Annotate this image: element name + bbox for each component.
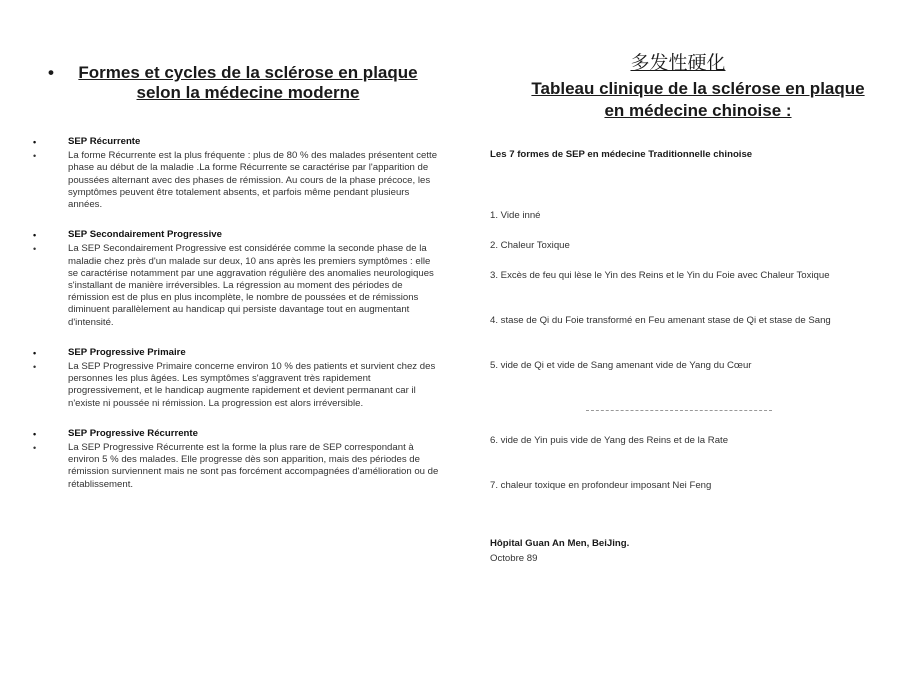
date-text: Octobre 89 [490,553,538,564]
section-recurrente [33,136,443,211]
bullet-icon: • [33,362,37,373]
list-item: 6. vide de Yin puis vide de Yang des Reins et de la Rate [490,435,729,446]
dashed-divider [586,410,772,411]
section-progressive-primaire [33,347,443,410]
list-item: 7. chaleur toxique en profondeur imposant Nei Feng [490,480,712,491]
left-title-line2: selon la médecine moderne [136,83,360,102]
bullet-icon: • [33,244,37,255]
bullet-icon: • [48,63,54,82]
sep-sections [33,136,443,491]
section-heading: SEP Progressive Récurrente [68,427,198,439]
bullet-icon: • [33,428,37,439]
right-column [452,0,904,675]
bullet-icon: • [33,347,37,358]
section-text: La forme Récurrente est la plus fréquente : plus de 80 % des malades présentent cette phase au début de la maladie .La forme Récurrente se caractérise par l'apparition de poussées alternant avec des phases de rémission. Au cours de la phase précoce, les symptômes peuvent être totalement absents, et parfois même pendant plusieurs années. [68,150,438,211]
left-title [48,63,438,103]
hospital-name: Hôpital Guan An Men, BeiJing. [490,538,630,549]
chinese-title: 多发性硬化 [630,52,726,74]
list-item: 3. Excès de feu qui lèse le Yin des Reins et le Yin du Foie avec Chaleur Toxique [490,270,830,281]
left-title-line1: Formes et cycles de la sclérose en plaque [78,63,418,82]
right-title-line1: Tableau clinique de la sclérose en plaque [531,79,865,98]
tcm-heading: Les 7 formes de SEP en médecine Traditionnelle chinoise [490,149,753,160]
bullet-icon: • [33,443,37,454]
list-item: 2. Chaleur Toxique [490,240,570,251]
list-item: 1. Vide inné [490,210,541,221]
bullet-icon: • [33,137,37,147]
right-title-line2: en médecine chinoise : [604,101,792,120]
section-heading: SEP Progressive Primaire [68,346,186,358]
list-item: 4. stase de Qi du Foie transformé en Feu amenant stase de Qi et stase de Sang [490,315,831,326]
bullet-icon: • [33,151,37,162]
section-text: La SEP Secondairement Progressive est considérée comme la seconde phase de la maladie chez près d'un malade sur deux, 10 ans après les premiers symptômes : elle se caractérise notamment par une aggravation régulière des anomalies neurologiques s'installant de manière irréversibles. La régression au moment des périodes de rémission est de plus en plus incomplète, le nombre de poussées et de rémissions diminuent parallèlement au handicap qui persiste davantage tout en augmentant d'intensité. [68,243,434,328]
bullet-icon: • [33,230,37,241]
section-text: La SEP Progressive Primaire concerne environ 10 % des patients et survient chez des personnes les plus âgées. Les symptômes s'aggravent très rapidement progressivement, et le handicap augmente rapidement et devient permanant car il n'existe ni poussée ni rémission. La progression est alors irréversible. [68,361,436,409]
right-title [492,78,904,122]
section-heading: SEP Récurrente [68,136,141,147]
section-secondairement [33,229,443,329]
section-text: La SEP Progressive Récurrente est la forme la plus rare de SEP correspondant à environ 5 % des malades. Elle progresse dès son apparition, mais des périodes de rémission surviennent mais ne sont pas forcément accompagnées d'amélioration ou de rétablissement. [68,442,439,490]
list-item: 5. vide de Qi et vide de Sang amenant vide de Yang du Cœur [490,360,752,371]
section-progressive-recurrente [33,428,443,491]
section-heading: SEP Secondairement Progressive [68,229,222,241]
